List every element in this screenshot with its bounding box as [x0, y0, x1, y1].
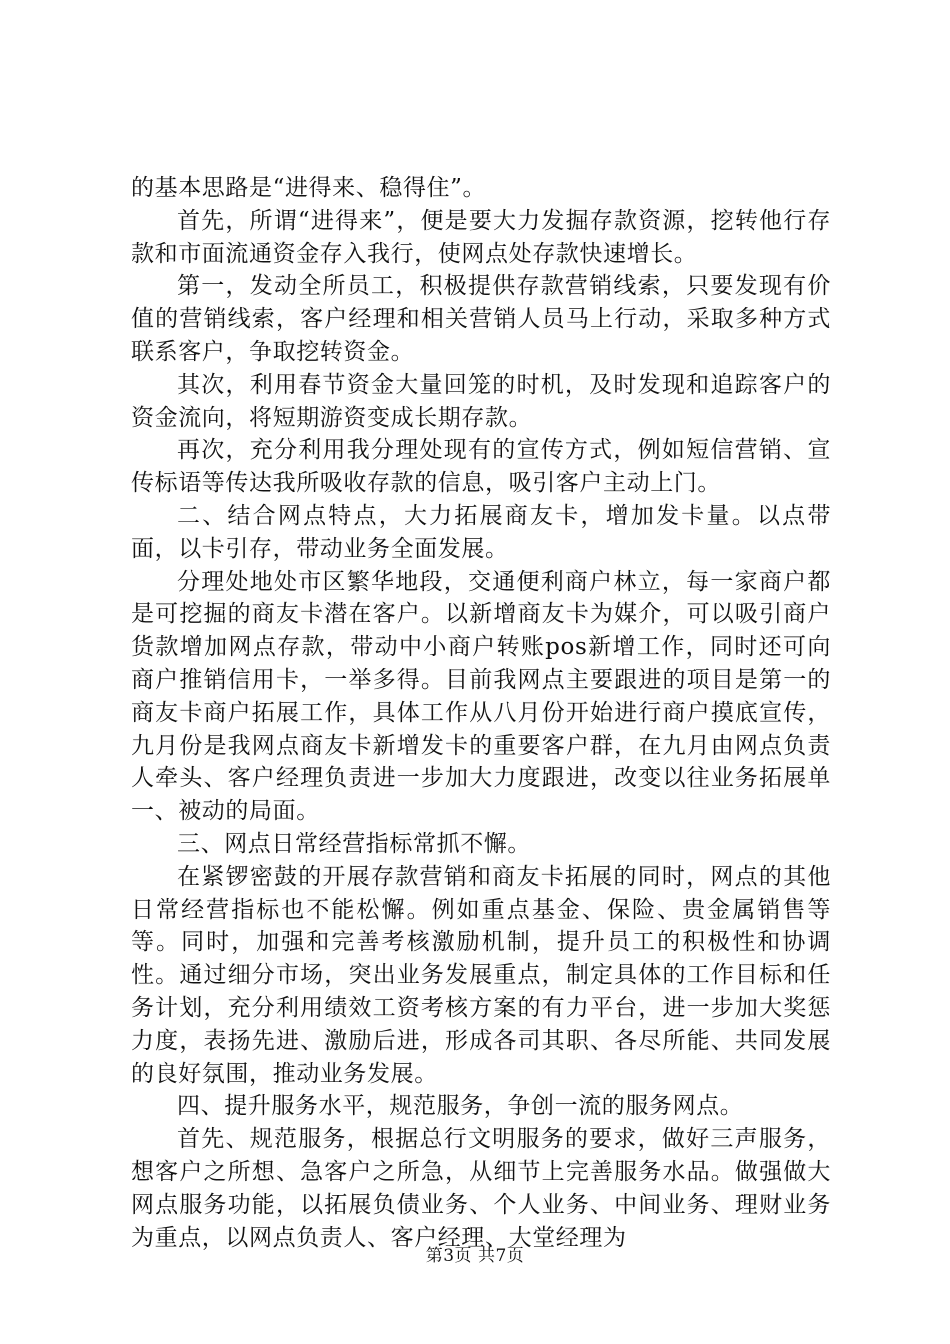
paragraph-heading-two: 二、结合网点特点，大力拓展商友卡，增加发卡量。以点带面，以卡引存，带动业务全面发展。 [131, 502, 831, 562]
paragraph-first-staff-leads: 第一，发动全所员工，积极提供存款营销线索，只要发现有价值的营销线索，客户经理和相关营销人员马上行动，采取多种方式联系客户，争取挖转资金。 [131, 273, 831, 365]
paragraph-continuation: 的基本思路是“进得来、稳得住”。 [131, 175, 487, 201]
paragraph-attract-deposits: 首先，所谓“进得来”，便是要大力发掘存款资源，挖转他行存款和市面流通资金存入我行，使网点处存款快速增长。 [131, 207, 831, 267]
paragraph-publicity: 再次，充分利用我分理处现有的宣传方式，例如短信营销、宣传标语等传达我所吸收存款的信息，吸引客户主动上门。 [131, 437, 831, 497]
paragraph-spring-festival: 其次，利用春节资金大量回笼的时机，及时发现和追踪客户的资金流向，将短期游资变成长期存款。 [131, 371, 831, 431]
paragraph-daily-indicators: 在紧锣密鼓的开展存款营销和商友卡拓展的同时，网点的其他日常经营指标也不能松懈。例如重点基金、保险、贵金属销售等等。同时，加强和完善考核激励机制，提升员工的积极性和协调性。通过细分市场，突出业务发展重点，制定具体的工作目标和任务计划，充分利用绩效工资考核方案的有力平台，进一步加大奖惩力度，表扬先进、激励后进，形成各司其职、各尽所能、共同发展的良好氛围，推动业务发展。 [131, 863, 831, 1087]
page-footer [0, 1245, 950, 1267]
page-number-label: 第3页 共7页 [425, 1246, 525, 1266]
paragraph-heading-four: 四、提升服务水平，规范服务，争创一流的服务网点。 [177, 1093, 744, 1120]
paragraph-service-standards: 首先、规范服务，根据总行文明服务的要求，做好三声服务，想客户之所想、急客户之所急，从细节上完善服务水品。做强做大网点服务功能，以拓展负债业务、个人业务、中间业务、理财业务为重点，以网点负责人、客户经理、大堂经理为 [131, 1126, 831, 1251]
document-body [131, 172, 831, 1254]
paragraph-merchant-card: 分理处地处市区繁华地段，交通便利商户林立，每一家商户都是可挖掘的商友卡潜在客户。以新增商友卡为媒介，可以吸引商户货款增加网点存款，带动中小商户转账pos新增工作，同时还可向商户推销信用卡，一举多得。目前我网点主要跟进的项目是第一的商友卡商户拓展工作，具体工作从八月份开始进行商户摸底宣传，九月份是我网点商友卡新增发卡的重要客户群，在九月由网点负责人牵头、客户经理负责进一步加大力度跟进，改变以往业务拓展单一、被动的局面。 [131, 568, 831, 825]
paragraph-heading-three: 三、网点日常经营指标常抓不懈。 [177, 830, 531, 857]
